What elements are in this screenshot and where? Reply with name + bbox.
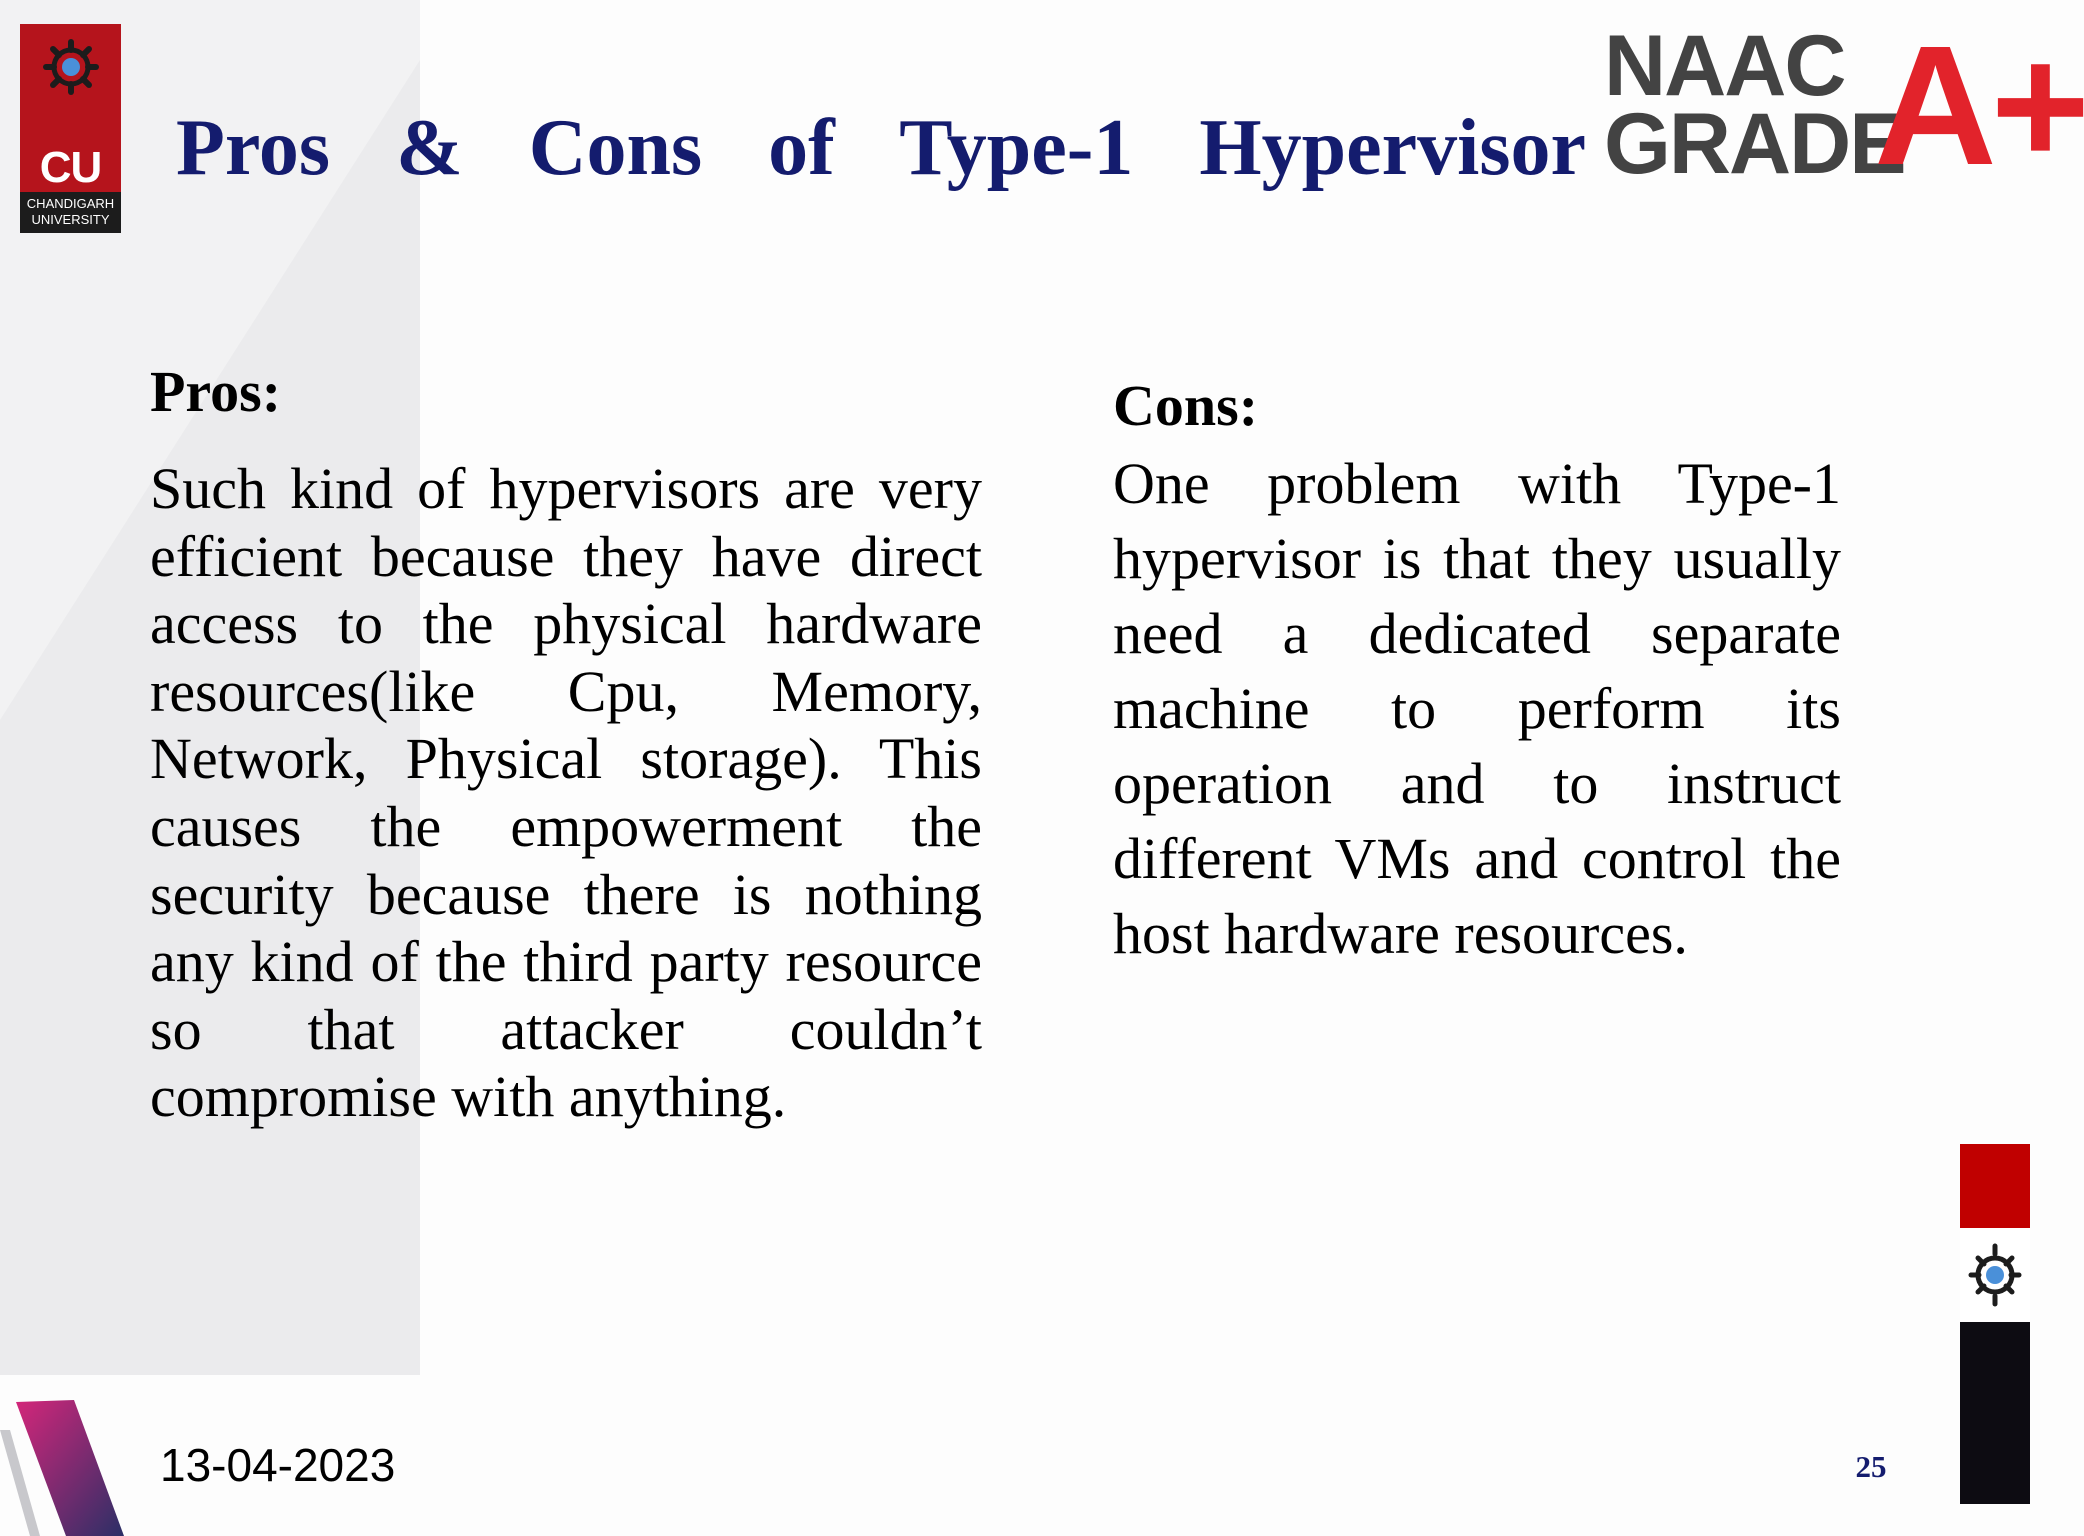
slide-title: Pros & Cons of Type-1 Hypervisor — [176, 104, 1586, 192]
slide-date: 13-04-2023 — [160, 1439, 396, 1491]
university-logo — [20, 24, 121, 233]
side-bar-black-block — [1960, 1322, 2030, 1504]
naac-label: NAAC — [1604, 18, 1845, 114]
grade-label: GRADE — [1604, 96, 1905, 192]
page-number: 25 — [1855, 1449, 1887, 1484]
grade-value: A+ — [1874, 11, 2084, 201]
cons-text: One problem with Type-1 hypervisor is that they usually need a dedicated separate machine to perform its operation and to instruct different VMs and control the host hardware resources. — [1113, 451, 1841, 966]
naac-grade-badge — [1604, 11, 2084, 201]
logo-abbreviation: CU — [39, 143, 102, 192]
side-bar-red-block — [1960, 1144, 2030, 1228]
gear-emblem-icon — [42, 38, 100, 96]
pros-heading: Pros: — [150, 359, 282, 424]
gear-emblem-icon — [1967, 1240, 2023, 1310]
pros-text: Such kind of hypervisors are very efficient because they have direct access to the physical hardware resources(like Cpu, Memory, Network, Physical storage). This causes the empowerment the security because there is nothing any kind of the third party resource so that attacker couldn’t compromise with anything. — [150, 456, 982, 1130]
side-decoration-bar — [1960, 1144, 2030, 1504]
logo-university-name: CHANDIGARH UNIVERSITY — [26, 196, 115, 227]
cons-heading: Cons: — [1113, 373, 1259, 438]
